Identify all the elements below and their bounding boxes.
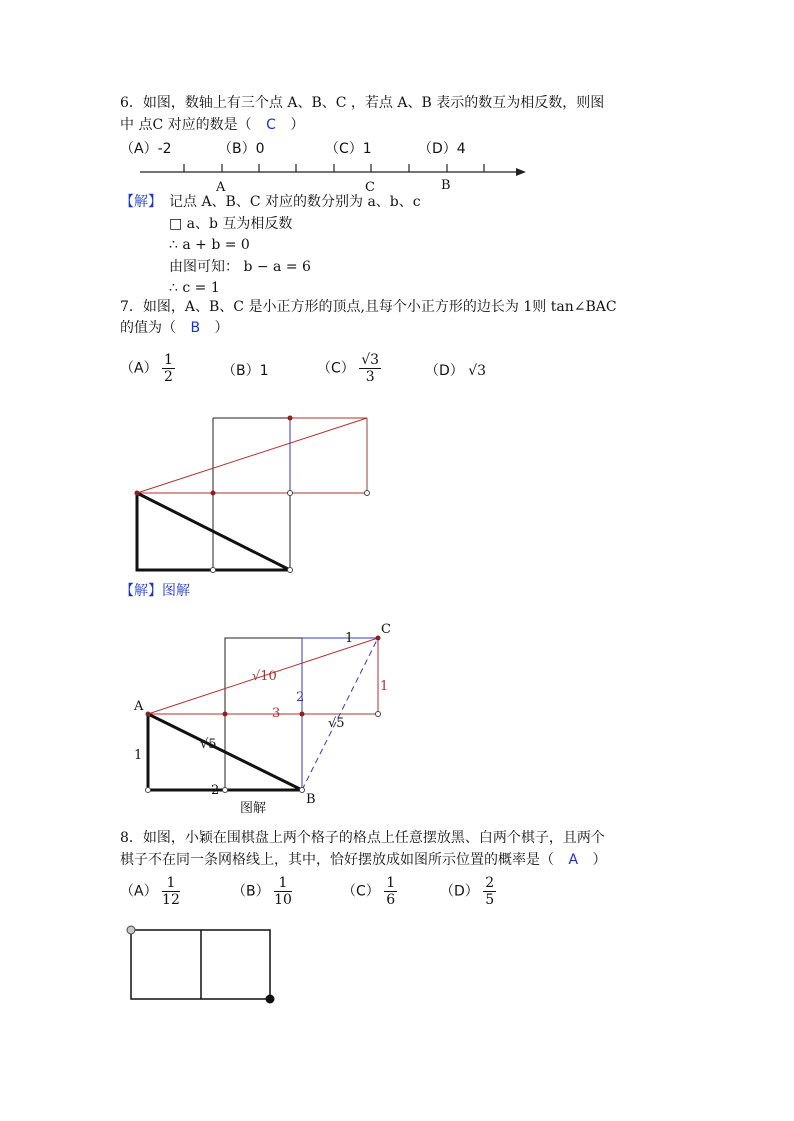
q6-solution-line2: □ a、b 互为相反数: [169, 216, 293, 232]
q7-solution-tag: 【解】: [120, 583, 162, 599]
q7-answer: B: [190, 320, 201, 336]
q6-text-line1: 6．如图，数轴上有三个点 A、B、C ，若点 A、B 表示的数互为相反数，则图: [120, 95, 605, 111]
fig2-label-one-right: 1: [380, 679, 389, 694]
q8-option-a-den: 12: [162, 892, 180, 908]
q7-option-a-den: 2: [164, 369, 173, 385]
fig2-label-one-left: 1: [134, 748, 143, 763]
fig2-label-one-top: 1: [345, 631, 354, 646]
q7-option-d-label: （D）: [425, 363, 464, 379]
q7-option-c-den: 3: [365, 369, 375, 385]
q6-option-d: （D）4: [418, 141, 466, 157]
q8-answer: A: [568, 852, 579, 868]
q8-line2-post: ）: [592, 852, 607, 868]
q6-solution-line1: 记点 A、B、C 对应的数分别为 a、b、c: [169, 194, 421, 210]
q6-solution-line4: 由图可知： b − a = 6: [169, 259, 311, 275]
q7-option-d-value: √3: [468, 363, 487, 379]
black-stone: [266, 995, 275, 1004]
fig2-label-sqrt10: √10: [252, 669, 277, 684]
q7-option-b: （B）1: [222, 363, 269, 379]
q7-option-a-label: （A）: [120, 360, 158, 377]
fig2-label-sqrt5-left: √5: [200, 737, 217, 752]
q7-option-c-label: （C）: [317, 360, 355, 377]
fig2-point-a: A: [134, 699, 144, 714]
q6-axis-label-c: C: [365, 180, 375, 195]
q7-option-a-num: 1: [164, 352, 173, 368]
q8-option-d-label: （D）: [440, 883, 479, 900]
fig2-label-two-mid: 2: [296, 690, 305, 705]
q6-option-c: （C）1: [325, 141, 372, 157]
q8-option-c-den: 6: [386, 892, 396, 908]
q8-option-d-num: 2: [485, 875, 495, 891]
q6-solution-line3: ∴ a + b = 0: [169, 237, 250, 253]
q6-solution-tag: 【解】: [120, 194, 162, 210]
fig2-point-c: C: [381, 622, 391, 637]
q7-option-c-num: √3: [361, 352, 380, 368]
q7-line2-post: ）: [214, 320, 229, 336]
fig2-label-two-bottom: 2: [211, 783, 220, 798]
q8-option-b-label: （B）: [232, 883, 270, 900]
q8-line2-pre: 棋子不在同一条网格线上，其中，恰好摆放成如图所示位置的概率是（: [120, 852, 554, 868]
white-stone: [127, 926, 135, 934]
q6-line2-post: ）: [290, 117, 305, 133]
q8-option-d-den: 5: [485, 892, 495, 908]
q8-option-c-num: 1: [386, 875, 396, 891]
q8-option-c-label: （C）: [342, 883, 380, 900]
q8-option-a-label: （A）: [120, 883, 158, 900]
q6-answer: C: [266, 117, 276, 133]
fig2-caption: 图解: [240, 801, 267, 816]
q8-text-line1: 8．如图，小颖在围棋盘上两个格子的格点上任意摆放黑、白两个棋子，且两个: [120, 830, 605, 846]
q6-option-b: （B）0: [218, 141, 265, 157]
fig2-label-three: 3: [272, 706, 281, 721]
fig2-point-b: B: [306, 792, 316, 807]
q7-line2-pre: 的值为（: [120, 320, 176, 336]
q6-axis-label-b: B: [441, 178, 451, 193]
q7-text-line1: 7．如图，A、B、C 是小正方形的顶点,且每个小正方形的边长为 1则 tan∠BAC: [120, 299, 617, 315]
q8-option-b-num: 1: [274, 875, 292, 892]
q7-solution-text: 图解: [162, 583, 190, 599]
q6-option-a: （A）-2: [120, 141, 172, 157]
q8-option-a-num: 1: [162, 875, 180, 892]
fig2-label-sqrt5-right: √5: [328, 716, 345, 731]
q6-axis-label-a: A: [216, 180, 226, 195]
q6-solution-line5: ∴ c = 1: [169, 280, 220, 296]
q6-line2-pre: 中 点C 对应的数是（: [120, 117, 252, 133]
q8-option-b-den: 10: [274, 892, 292, 908]
